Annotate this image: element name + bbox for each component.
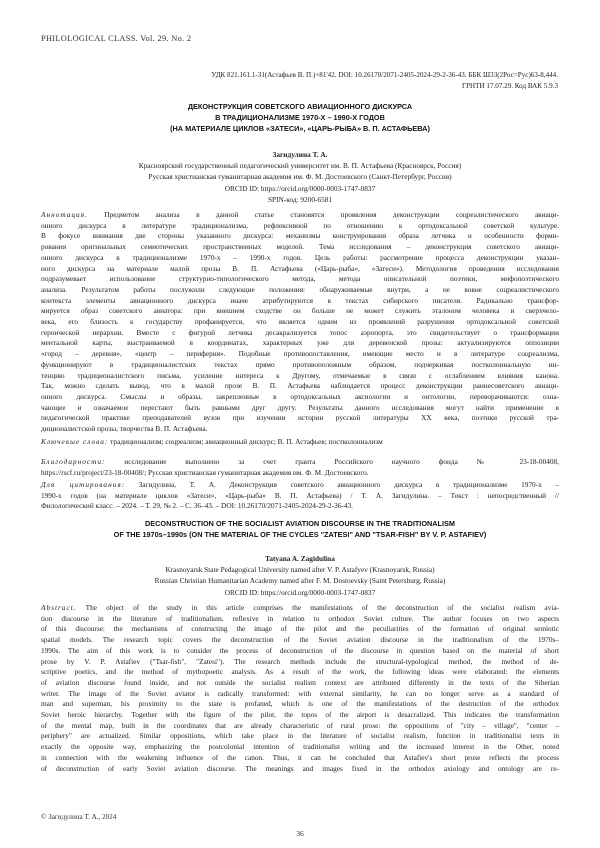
- title-ru-line: ДЕКОНСТРУКЦИЯ СОВЕТСКОГО АВИАЦИОННОГО ДИСКУРСА: [187, 102, 413, 111]
- title-en-line: OF THE 1970s–1990s (ON THE MATERIAL OF THE CYCLES "ZATESI" AND "TSAR-FISH" BY V. P. ASTAFIEV): [113, 530, 487, 540]
- running-header: PHILOLOGICAL CLASS. Vol. 29. No. 2: [41, 34, 192, 43]
- abstract-label: Abstract.: [41, 603, 77, 612]
- acknowledgments-ru: Благодарности: исследование выполнено за счет гранта Российского научного фонда № 23-18-00408, https://rscf.ru/project/23-18-00408/; Русская христианская гуманитарная академия им. Ф. М. Достоевского.: [41, 457, 559, 477]
- author-block-ru: [40, 149, 560, 205]
- grnti-line: ГРНТИ 17.07.29. Код ВАК 5.9.3: [462, 82, 558, 90]
- udc-doi-line: УДК 821.161.1-31(Астафьев В. П.)+81'42. DOI: 10.26170/2071-2405-2024-29-2-36-43. ББК Ш33(2Рос=Рус)63-8,444.: [211, 71, 558, 79]
- affiliation: Русская христианская гуманитарная академия им. Ф. М. Достоевского (Санкт-Петербург, Россия): [148, 172, 452, 182]
- author-block-en: [40, 553, 560, 598]
- page-number: 36: [296, 829, 304, 838]
- affiliation: Krasnoyarsk State Pedagogical University named after V. P. Astafyev (Krasnoyarsk, Russia): [165, 565, 435, 575]
- acknowledgments-label: Благодарности:: [41, 457, 106, 466]
- affiliation: Russian Christian Humanitarian Academy named after F. M. Dostoevsky (Saint Petersburg, Russia): [154, 576, 446, 586]
- author-name: Tatyana A. Zagidulina: [265, 554, 335, 563]
- abstract-ru: Аннотация. Предметом анализа в данной статье становятся проявления деконструкции соцреалистического авиаци- онного дискурса в литературе традиционализма, рефлексивной по отношению к ортодоксальной советской культуре. В фокусе внимания две стороны указанного дискурса: механизмы конструирования образа летчика и особенности форми- рования оригинальных семиотических пространственных моделей. Тема исследования – деконструкция советского авиаци- онного дискурса в традиционализме 1970-х – 1990-х годов. Цель работы: рассмотрение процесса деконструкции указан- ного дискурса на материале малой прозы В. П. Астафьева («Царь-рыба», «Затеси»). Методология проведения исследования подразумевает использование структурно-типологического метода, метода описательной поэтики, мифопоэтического анализа. Результатом работы послужили следующие положения: обнаруживаемые внутри, а не вовне соцреалистического контекста элементы авиационного дискурса иначе атрибутируются в текстах сибирского писателя. Радикально трансфор- мируется образ советского авиатора: при внешнем сходстве он больше не может служить эталоном человека и сверхчело- века, его близость к государству профанируется, что является одним из проявлений разрушения ортодоксальной советской героической иерархии. Вместе с фигурой летчика десакрализуется топос аэропорта, это свидетельствует о трансформации ментальной карты, выстраиваемой в координатах, характерных уже для деревенской прозы: актуализируются оппозиции «город – деревня», «центр – периферия». Подобные противопоставления, имеющие место и в литературе соцреализма, функционируют в традиционалистских текстах прямо противоположным образом, подчеркивая постколониальную ин- тенцию традиционалистского письма, усиление интереса к Другому, отмечаемые в связи с ослаблением влияния канона. Так, можно сделать вывод, что в малой прозе В. П. Астафьева наблюдается процесс деконструкции раннесоветского авиаци- онного дискурса. Смыслы и образы, закрепленные в ортодоксальных аксиологии и онтологии, переворачиваются: озна- чающее и означаемое перестают быть равными друг другу. Результаты данного исследования могут найти применение в педагогической практике преподавателей вузов при изучении истории русской литературы XX века, поэтики русской тра- диционалистской прозы, творчества В. П. Астафьева.: [41, 210, 560, 434]
- affiliation: Красноярский государственный педагогический университет им. В. П. Астафьева (Красноярск, Россия): [138, 161, 462, 171]
- orcid: ORCID ID: https://orcid.org/0000-0003-1747-0837: [224, 587, 376, 597]
- copyright-notice: © Загидулина Т. А., 2024: [41, 813, 117, 821]
- keywords-label: Ключевые слова:: [41, 437, 109, 446]
- spin-code: SPIN-код: 9200-6581: [267, 194, 333, 204]
- keywords-ru: Ключевые слова: традиционализм; соцреализм; авиационный дискурс; В. П. Астафьев; постколониализм: [41, 437, 383, 446]
- classification-codes: [38, 70, 558, 92]
- abstract-label: Аннотация.: [41, 210, 88, 219]
- article-title-ru: [40, 101, 560, 134]
- author-name: Загидулина Т. А.: [272, 150, 328, 159]
- citation-label: Для цитирования:: [41, 480, 126, 489]
- article-title-en: [40, 518, 560, 540]
- citation-ru: Для цитирования: Загидулина, Т. А. Деконструкция советского авиационного дискурса в традиционализме 1970-х – 1990-х годов (на материале циклов «Затеси», «Царь-рыба» В. П. Астафьева) / Т. А. Загидулина. – Текст : непосредственный // Филологический класс. – 2024. – Т. 29, № 2. – С. 36–43. – DOI: 10.26170/2071-2405-2024-29-2-36-43.: [41, 480, 559, 511]
- orcid: ORCID ID: https://orcid.org/0000-0003-1747-0837: [224, 183, 376, 193]
- title-ru-line: В ТРАДИЦИОНАЛИЗМЕ 1970-Х – 1990-Х ГОДОВ: [215, 113, 385, 123]
- title-en-line: DECONSTRUCTION OF THE SOCIALIST AVIATION DISCOURSE IN THE TRADITIONALISM: [145, 519, 455, 528]
- abstract-en: Abstract. The object of the study in this article comprises the manifestations of the deconstruction of the socialist realism avia- tion discourse in the literature of traditionalism, reflexive in relation to orthodox Soviet culture. The author focuses on two aspects of this discourse: the mechanisms of constructing the image of the pilot and the peculiarities of the formation of original semiotic spatial models. The research topic covers the deconstruction of the Soviet aviation discourse in the traditionalism of the 1970s– 1990s. The aim of this work is to consider the process of deconstruction of the discourse in question based on the material of short prose by V. P. Astafiev ("Tsar-fish", "Zatesi"). The research methods include the structural-typological method, the method of de- scriptive poetics, and the method of mythopoetic analysis. As a result of the work, the following ideas were elaborated: the elements of aviation discourse found inside, and not outside the socialist realism context are attributed differently in the texts of the Siberian writer. The image of the Soviet aviator is radically transformed: with external similarity, he can no longer serve as a standard of man and superman, his proximity to the state is profaned, which is one of the manifestations of the destruction of the orthodox Soviet heroic hierarchy. Together with the figure of the pilot, the topos of the airport is desacralized. This indicates the transformation of the mental map, built in the coordinates that are already characteristic of rural prose: the oppositions of "city – village", "center – periphery" are actualized. Similar oppositions, which take place in the literature of socialist realism, function in traditionalist texts in exactly the opposite way, emphasizing the postcolonial intention of traditionalist writing and the increased interest in the Other, noted in connection with the weakening influence of the canon. Thus, it can be concluded that Astafiev's short prose reflects the process of deconstruction of early Soviet aviation discourse. The meanings and images fixed in the orthodox axiology and ontology are re-: [41, 603, 559, 773]
- title-ru-line: (НА МАТЕРИАЛЕ ЦИКЛОВ «ЗАТЕСИ», «ЦАРЬ-РЫБА» В. П. АСТАФЬЕВА): [170, 124, 430, 134]
